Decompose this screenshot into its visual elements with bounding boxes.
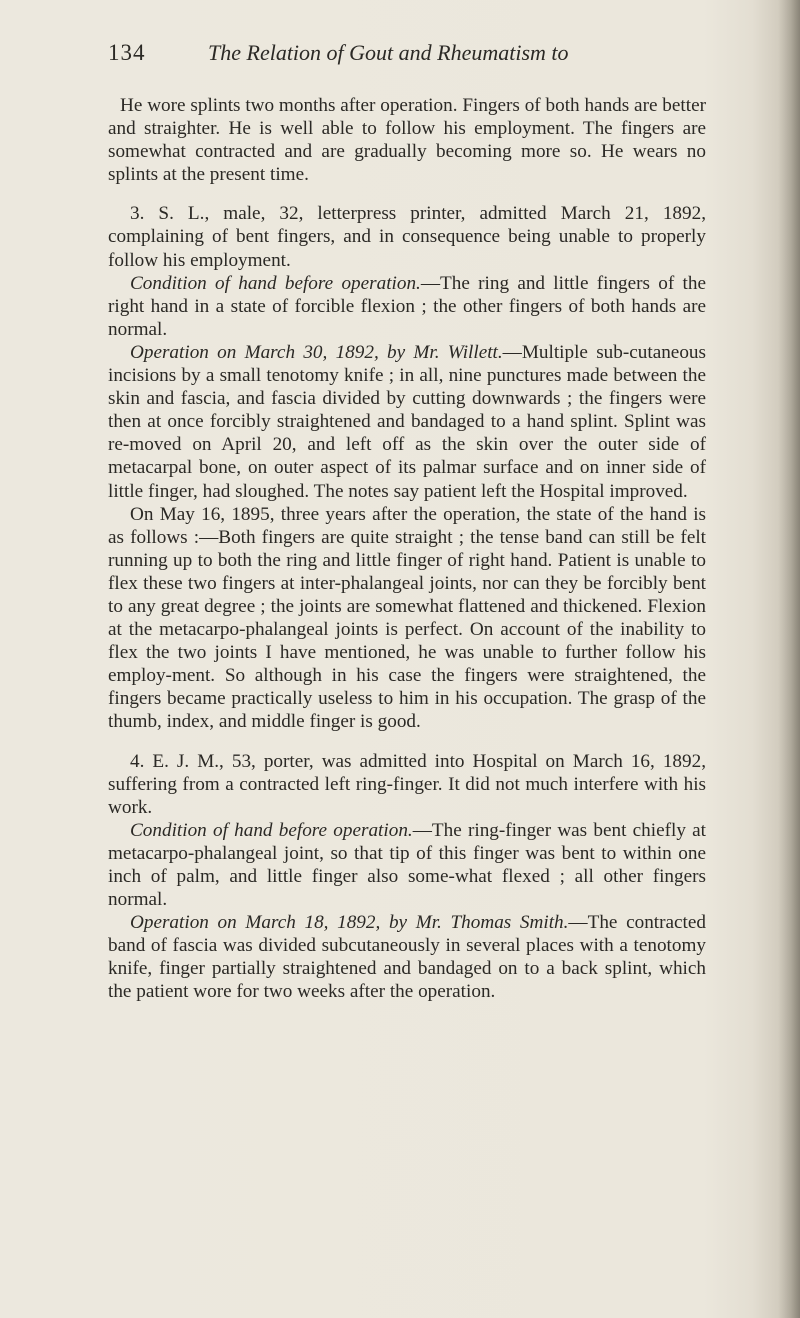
operation-text: —Multiple sub-cutaneous incisions by a small tenotomy knife ; in all, nine punctures made between the skin and fascia, and fascia divided by cutting downwards ; the fingers were then at once forcibly straightened and bandaged to a hand splint. Splint was re-moved on April 20, and left off as the skin over the outer side of metacarpal bone, on outer aspect of its palmar surface and on inner side of little finger, had sloughed. The notes say patient left the Hospital improved. xyxy=(108,341,706,502)
page-number: 134 xyxy=(108,40,146,65)
running-title: The Relation of Gout and Rheumatism to xyxy=(208,40,569,65)
case-3-followup: On May 16, 1895, three years after the operation, the state of the hand is as follows :—Both fingers are quite straight ; the tense band can still be felt running up to both the ring and little finger of right hand. Patient is unable to flex these two fingers at inter-phalangeal joints, nor can they be forcibly bent to any great degree ; the joints are somewhat flattened and thickened. Flexion at the metacarpo-phalangeal joints is perfect. On account of the inability to flex the two joints I have mentioned, he was unable to further follow his employ-ment. So although in his case the fingers were straightened, the fingers became practically useless to him in his occupation. The grasp of the thumb, index, and middle finger is good. xyxy=(108,503,706,733)
condition-text: —The ring and little fingers of the right hand in a state of forcible flexion ; the other fingers of both hands are normal. xyxy=(108,272,706,340)
case-3-intro: 3. S. L., male, 32, letterpress printer, admitted March 21, 1892, complaining of bent fingers, and in consequence being unable to properly follow his employment. xyxy=(108,203,706,271)
condition-heading: Condition of hand before operation. xyxy=(130,272,421,294)
condition-heading: Condition of hand before operation. xyxy=(130,819,413,841)
operation-heading: Operation on March 30, 1892, by Mr. Willett. xyxy=(130,341,503,363)
case-4-condition xyxy=(108,819,706,911)
case-4-intro: 4. E. J. M., 53, porter, was admitted into Hospital on March 16, 1892, suffering from a contracted left ring-finger. It did not much interfere with his work. xyxy=(108,750,706,818)
condition-text: —The ring-finger was bent chiefly at metacarpo-phalangeal joint, so that tip of this finger was bent to within one inch of palm, and little finger also some-what flexed ; all other fingers normal. xyxy=(108,819,707,911)
page-header xyxy=(108,40,708,80)
page-edge-shadow xyxy=(778,0,800,1318)
operation-text: —The contracted band of fascia was divided subcutaneously in several places with a tenotomy knife, finger partially straightened and bandaged on to a back splint, which the patient wore for two weeks after the operation. xyxy=(108,912,706,1003)
operation-heading: Operation on March 18, 1892, by Mr. Thomas Smith. xyxy=(130,912,569,934)
paragraph-continuation: He wore splints two months after operation. Fingers of both hands are better and straighter. He is well able to follow his employment. The fingers are somewhat contracted and are gradually becoming more so. He wears no splints at the present time. xyxy=(108,95,706,186)
case-3-operation xyxy=(108,341,706,503)
case-3-condition xyxy=(108,272,706,341)
page-body xyxy=(108,94,706,1004)
case-4-operation xyxy=(108,911,706,1003)
